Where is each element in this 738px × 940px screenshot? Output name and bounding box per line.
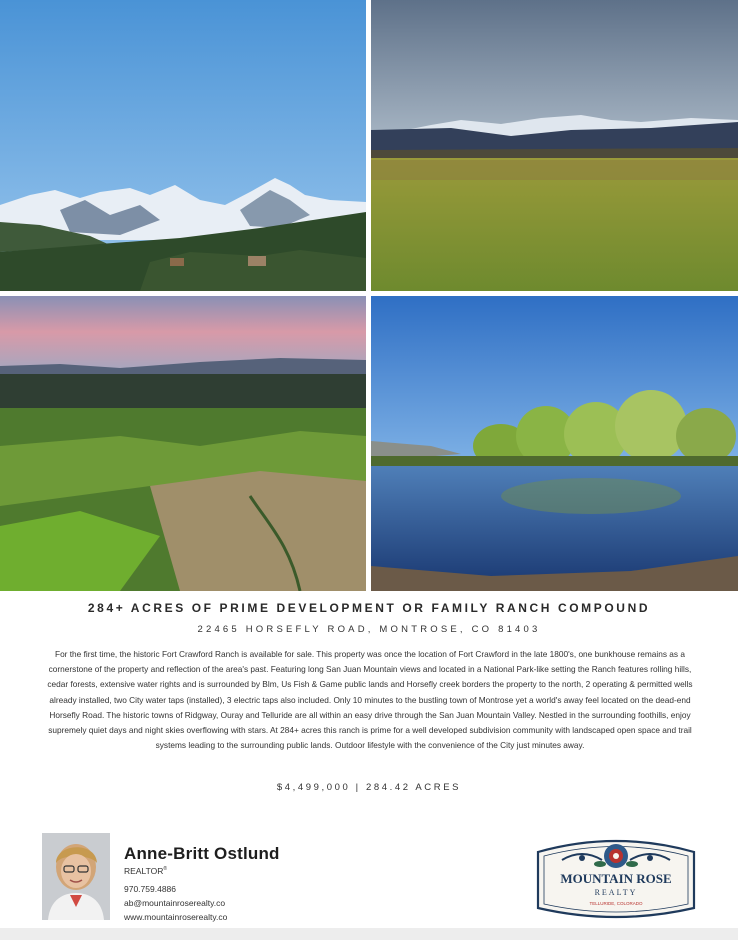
agent-name: Anne-Britt Ostlund xyxy=(124,844,280,863)
registered-mark: ® xyxy=(163,866,168,873)
photo-aerial-ranch xyxy=(0,296,366,591)
snowy-mountains-icon xyxy=(0,0,366,291)
agent-title-text: REALTOR xyxy=(124,866,164,876)
logo-line3: TELLURIDE, COLORADO xyxy=(589,901,643,906)
photo-snowy-mountains xyxy=(0,0,366,291)
price-acreage: $4,499,000 | 284.42 ACRES xyxy=(276,782,462,793)
meadow-mountains-icon xyxy=(371,0,738,291)
photo-pond-trees xyxy=(371,296,738,591)
listing-address: 22465 HORSEFLY ROAD, MONTROSE, CO 81403 xyxy=(197,624,541,635)
photo-meadow-mountains xyxy=(371,0,738,291)
bottom-strip xyxy=(0,928,738,940)
listing-headline: 284+ ACRES OF PRIME DEVELOPMENT OR FAMILY RANCH COMPOUND xyxy=(87,601,651,615)
logo-line1: MOUNTAIN ROSE xyxy=(560,871,672,886)
listing-description: For the first time, the historic Fort Crawford Ranch is available for sale. This property was once the location of Fort Crawford in the late 1800's, one bunkhouse remains as a cornerstone of the property and reflection of the area's past. Featuring long San Juan Mountain views and located in a National Park-like setting the Ranch features rolling hills, cedar forests, extensive water rights and is surrounded by Blm, Us Fish & Game public lands and Horsefly creek borders the property to the north, 2 operating & permitted wells already installed, two City water taps (installed), 3 electric taps also included. Only 10 minutes to the bustling town of Montrose yet a world's away feel located on the dead-end Horsefly Road. The historic towns of Ridgway, Ouray and Telluride are all within an easy drive through the San Juan Mountain Valley. Nestled in the surrounding foothills, enjoy supremely quiet days and night skies overflowing with stars. At 284+ acres this ranch is prime for a well developed subdivision community with landscaped open space and trail systems leading to the surrounding public lands. Outdoor lifestyle with the convenience of the City just minutes away. xyxy=(47,649,693,751)
agent-portrait-icon xyxy=(42,833,110,920)
aerial-ranch-icon xyxy=(0,296,366,591)
agent-website[interactable]: www.mountainroserealty.co xyxy=(124,912,228,922)
avatar xyxy=(42,833,110,920)
mountain-rose-realty-logo xyxy=(532,834,700,922)
logo-line2: REALTY xyxy=(594,888,638,897)
pond-trees-icon xyxy=(371,296,738,591)
agent-email[interactable]: ab@mountainroserealty.co xyxy=(124,898,226,908)
agent-phone[interactable]: 970.759.4886 xyxy=(124,884,176,894)
agent-title xyxy=(124,866,167,876)
logo-badge-icon xyxy=(532,834,700,922)
